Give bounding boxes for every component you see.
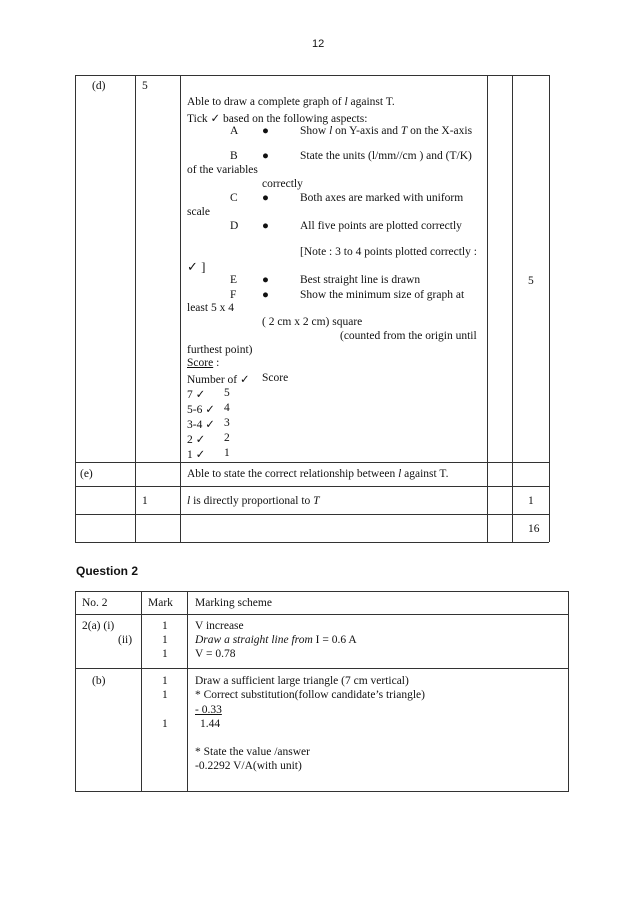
aspect-text-e: Best straight line is drawn: [300, 274, 421, 286]
row-a-line: V = 0.78: [195, 648, 236, 660]
row-b-mark: 1: [162, 675, 168, 687]
header-mark: Mark: [148, 597, 173, 609]
aspect-text-b-cont2: correctly: [262, 178, 303, 190]
score-label: Score :: [187, 357, 220, 369]
note-text: [Note : 3 to 4 points plotted correctly :: [300, 246, 477, 258]
bullet-f: ●: [262, 289, 269, 301]
row-a-line: V increase: [195, 620, 244, 632]
score-row-score: 5: [224, 387, 230, 399]
bullet-c: ●: [262, 192, 269, 204]
score-row-ticks: 3-4 ✓: [187, 419, 215, 431]
criterion-title: Able to draw a complete graph of l against T.: [187, 96, 395, 108]
tick-intro: Tick ✓ based on the following aspects:: [187, 113, 368, 125]
aspect-letter-e: E: [230, 274, 238, 286]
answer-e: l is directly proportional to T: [187, 495, 320, 507]
aspect-text-c-cont: scale: [187, 206, 210, 218]
aspect-text-f-cont3: (counted from the origin until: [340, 330, 477, 342]
note-end: ✓ ]: [187, 259, 206, 274]
aspect-text-f: Show the minimum size of graph at: [300, 289, 465, 301]
aspect-text-c: Both axes are marked with uniform: [300, 192, 464, 204]
fraction-numerator: - 0.33: [195, 704, 222, 716]
row-a-label-i: 2(a) (i): [82, 620, 115, 632]
criterion-e: Able to state the correct relationship between l against T.: [187, 468, 449, 480]
score-header-score: Score: [262, 372, 289, 384]
bullet-e: ●: [262, 274, 269, 286]
row-b-mark: 1: [162, 718, 168, 730]
score-row-ticks: 1 ✓: [187, 449, 206, 461]
row-a-mark: 1: [162, 634, 168, 646]
row-b-line: * Correct substitution(follow candidate’s triangle): [195, 689, 425, 701]
row-b-mark: 1: [162, 689, 168, 701]
score-row-ticks: 2 ✓: [187, 434, 206, 446]
aspect-letter-a: A: [230, 125, 239, 137]
aspect-text-b-cont: of the variables: [187, 164, 258, 176]
aspect-letter-b: B: [230, 150, 238, 162]
row-a-label-ii: (ii): [118, 634, 133, 646]
row-b-label: (b): [92, 675, 106, 687]
score-row-score: 1: [224, 447, 230, 459]
header-no: No. 2: [82, 597, 108, 609]
score-row-score: 4: [224, 402, 230, 414]
mark-d: 5: [142, 80, 148, 92]
page-number: 12: [312, 38, 325, 50]
bullet-a: ●: [262, 125, 269, 137]
mark-e: 1: [142, 495, 148, 507]
aspect-text-f-cont4: furthest point): [187, 344, 253, 356]
total-e: 1: [528, 495, 534, 507]
score-row-score: 3: [224, 417, 230, 429]
total-d: 5: [528, 275, 534, 287]
fraction-denominator: 1.44: [200, 718, 221, 730]
aspect-text-d: All five points are plotted correctly: [300, 220, 462, 232]
aspect-letter-f: F: [230, 289, 237, 301]
score-header-ticks: Number of ✓: [187, 374, 250, 386]
bullet-b: ●: [262, 150, 269, 162]
part-label-d: (d): [92, 80, 106, 92]
aspect-letter-c: C: [230, 192, 238, 204]
aspect-text-f-cont2: ( 2 cm x 2 cm) square: [262, 316, 363, 328]
part-label-e: (e): [80, 468, 93, 480]
score-row-score: 2: [224, 432, 230, 444]
aspect-text-a: Show l on Y-axis and T on the X-axis: [300, 125, 473, 137]
bullet-d: ●: [262, 220, 269, 232]
row-b-line: -0.2292 V/A(with unit): [195, 760, 302, 772]
aspect-text-f-cont: least 5 x 4: [187, 302, 234, 314]
score-row-ticks: 5-6 ✓: [187, 404, 215, 416]
grand-total: 16: [528, 523, 540, 535]
row-b-line: Draw a sufficient large triangle (7 cm vertical): [195, 675, 409, 687]
question-2-heading: Question 2: [76, 564, 139, 578]
aspect-text-b: State the units (l/mm//cm ) and (T/K): [300, 150, 472, 162]
row-b-line: * State the value /answer: [195, 746, 310, 758]
aspect-letter-d: D: [230, 220, 239, 232]
header-scheme: Marking scheme: [195, 597, 272, 609]
row-a-line: Draw a straight line from I = 0.6 A: [195, 634, 357, 646]
row-a-mark: 1: [162, 620, 168, 632]
row-a-mark: 1: [162, 648, 168, 660]
score-row-ticks: 7 ✓: [187, 389, 206, 401]
